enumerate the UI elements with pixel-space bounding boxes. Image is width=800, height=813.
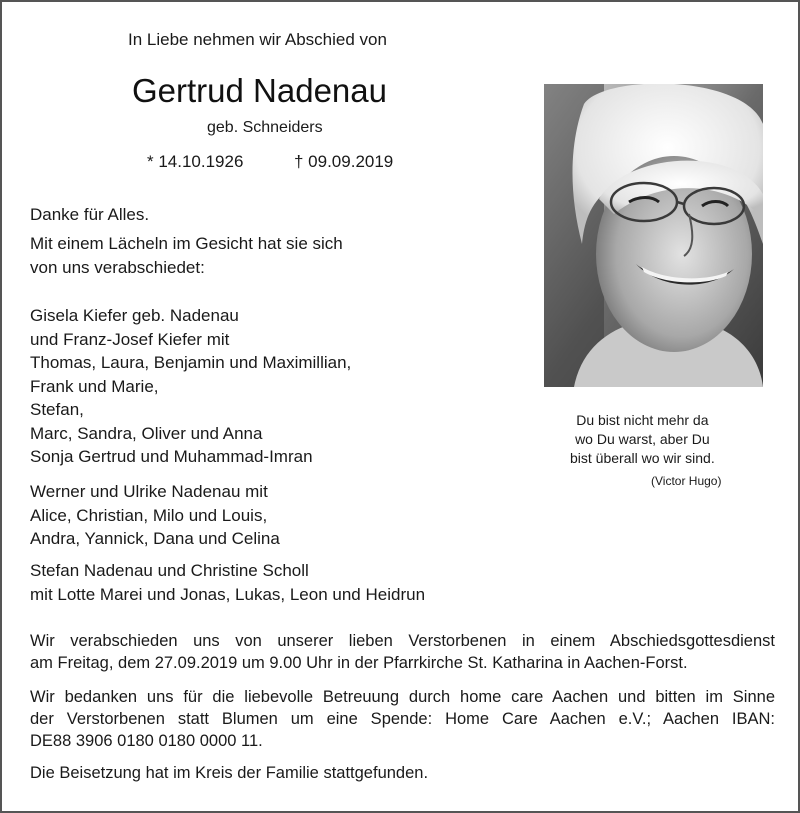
burial-notice: Die Beisetzung hat im Kreis der Familie stattgefunden. <box>30 764 429 782</box>
farewell-line: von uns verabschiedet: <box>30 257 205 277</box>
quote-author: (Victor Hugo) <box>651 474 722 488</box>
farewell-line: Mit einem Lächeln im Gesicht hat sie sich <box>30 234 343 253</box>
service-line: am Freitag, dem 27.09.2019 um 9.00 Uhr in der Pfarrkirche St. Katharina in Aachen-Forst. <box>30 654 688 672</box>
donation-line: Wir bedanken uns für die liebevolle Betreuung durch home care Aachen und bitten im Sinne <box>30 688 775 706</box>
mourner-line: Frank und Marie, <box>30 376 159 396</box>
deceased-name: Gertrud Nadenau <box>132 72 387 109</box>
quote-line: wo Du warst, aber Du <box>575 431 710 447</box>
mourner-line: Thomas, Laura, Benjamin und Maximillian, <box>30 353 352 372</box>
portrait-illustration <box>544 84 763 387</box>
mourners-group-2 <box>30 480 280 551</box>
birth-date: * 14.10.1926 <box>147 152 244 171</box>
mourner-line: mit Lotte Marei und Jonas, Lukas, Leon und Heidrun <box>30 584 426 604</box>
mourner-line: Werner und Ulrike Nadenau mit <box>30 482 268 501</box>
mourners-group-1 <box>30 304 351 469</box>
mourner-line: Marc, Sandra, Oliver und Anna <box>30 423 263 443</box>
quote-block <box>570 411 715 468</box>
service-notice <box>30 630 775 674</box>
maiden-name: geb. Schneiders <box>207 119 323 136</box>
thanks-text: Danke für Alles. <box>30 205 150 224</box>
portrait-photo <box>544 84 763 387</box>
quote-line: Du bist nicht mehr da <box>576 412 709 428</box>
mourner-line: Gisela Kiefer geb. Nadenau <box>30 306 239 325</box>
service-line: Wir verabschieden uns von unserer lieben Verstorbenen in einem Abschiedsgottesdienst <box>30 632 775 650</box>
quote-line: bist überall wo wir sind. <box>570 450 715 466</box>
mourner-line: Alice, Christian, Milo und Louis, <box>30 505 268 525</box>
donation-line: der Verstorbenen statt Blumen um eine Spende: Home Care Aachen e.V.; Aachen IBAN: <box>30 710 775 728</box>
mourner-line: Andra, Yannick, Dana und Celina <box>30 529 280 548</box>
mourner-line: Stefan Nadenau und Christine Scholl <box>30 561 309 580</box>
farewell-message <box>30 232 343 279</box>
mourner-line: Sonja Gertrud und Muhammad-Imran <box>30 447 313 466</box>
mourners-group-3 <box>30 559 425 606</box>
mourner-line: Stefan, <box>30 400 84 419</box>
death-date: † 09.09.2019 <box>294 152 394 171</box>
mourner-line: und Franz-Josef Kiefer mit <box>30 329 230 349</box>
donation-line: DE88 3906 0180 0180 0000 11. <box>30 732 263 750</box>
donation-notice <box>30 686 775 752</box>
intro-text: In Liebe nehmen wir Abschied von <box>128 30 387 49</box>
